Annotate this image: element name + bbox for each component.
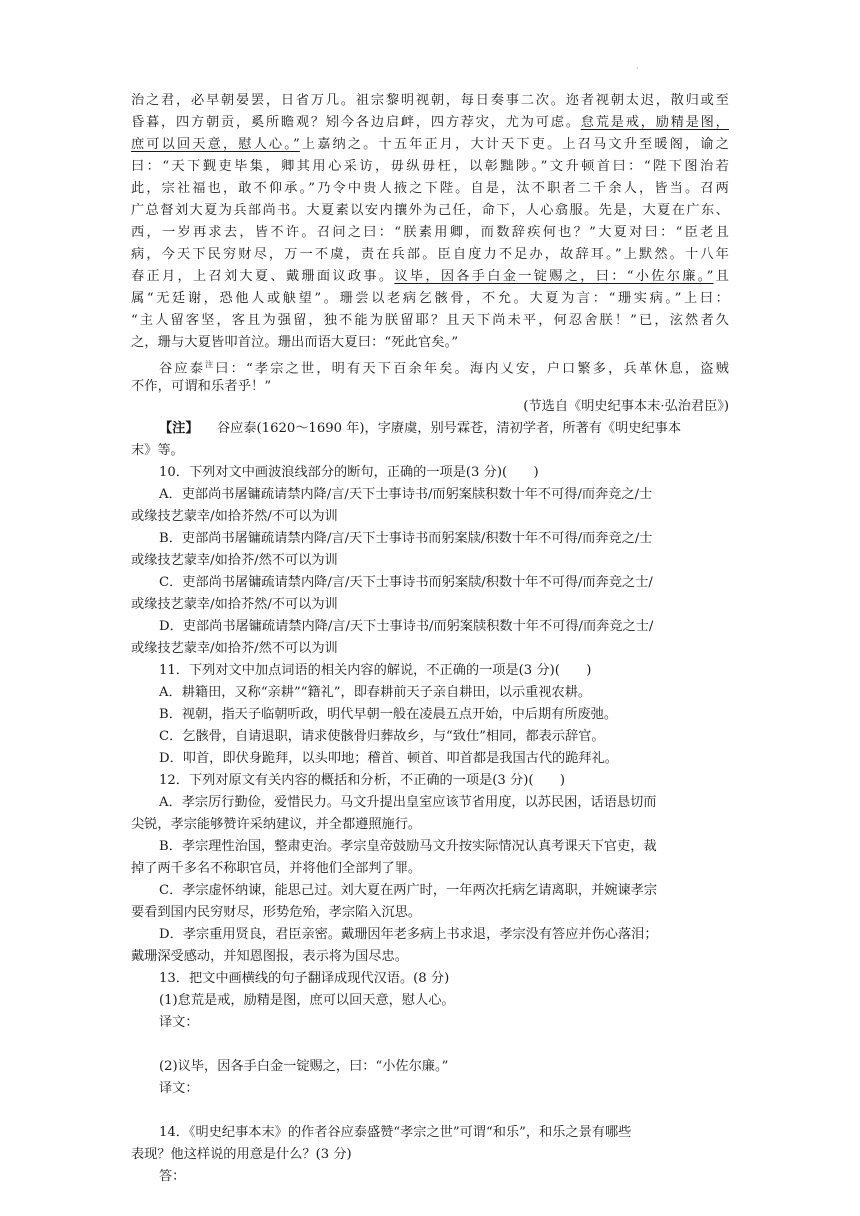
passage-segment: 曰：“天下觐吏毕集，卿其用心采访，毋纵毋枉，以彰黜陟。”文升顿首曰：“陛下图治若	[131, 159, 729, 174]
question-line: 尖锐，孝宗能够赞许采纳建议，并全都遵照施行。	[131, 817, 422, 832]
question-line: 译文：	[159, 1081, 199, 1096]
question-line: (1)怠荒是戒，励精是图，庶可以回天意，慰人心。	[159, 993, 455, 1008]
question-line: 或缘技艺蒙幸/如拾芥然/不可以为训	[131, 509, 338, 524]
passage-line	[131, 354, 729, 376]
passage-line	[131, 200, 729, 222]
question-line: 戴珊深受感动，并知恩图报，表示将为国尽忠。	[131, 949, 408, 964]
note-label: 【注】	[159, 421, 199, 436]
passage-text	[131, 90, 729, 398]
passage-line	[131, 288, 729, 310]
question-line: D．叩首，即伏身跪拜，以头叩地；稽首、顿首、叩首都是我国古代的跪拜礼。	[159, 751, 618, 766]
passage-line	[131, 156, 729, 178]
note-line-1: 谷应泰(1620～1690 年)，字赓虞，别号霖苍，清初学者，所著有《明史纪事本	[216, 421, 682, 436]
questions-block	[131, 462, 729, 1188]
question-line: 10．下列对文中画波浪线部分的断句，正确的一项是(3 分)( )	[159, 465, 539, 480]
question-line: 或缘技艺蒙幸/如拾芥/然不可以为训	[131, 641, 338, 656]
passage-line	[131, 244, 729, 266]
passage-segment: 西，一岁再求去，皆不许。召问之曰：“朕素用卿，而数辞疾何也？”大夏对曰：“臣老且	[131, 225, 729, 240]
question-line: 译文：	[159, 1015, 199, 1030]
passage-segment: 不作，可谓和乐者乎！”	[131, 379, 272, 394]
answer-space	[131, 1034, 729, 1056]
passage-line	[131, 332, 729, 354]
question-line: 答：	[159, 1169, 186, 1184]
question-line: 11．下列对文中加点词语的相关内容的解说，不正确的一项是(3 分)( )	[159, 663, 592, 678]
note-block	[131, 418, 729, 462]
passage-segment: 广总督刘大夏为兵部尚书。大夏素以安内攘外为己任，命下，人心翕服。先是，大夏在广东、	[131, 203, 729, 218]
question-line: 或缘技艺蒙幸/如拾芥然/不可以为训	[131, 597, 338, 612]
passage-segment: 上嘉纳之。十五年正月，大计天下吏。上召马文升至暖阁，谕之	[299, 137, 729, 152]
question-line: 12．下列对原文有关内容的概括和分析，不正确的一项是(3 分)( )	[159, 773, 566, 788]
note-line-2: 末》等。	[131, 443, 184, 458]
passage-line	[131, 310, 729, 332]
passage-segment: 且	[713, 269, 729, 284]
note-marker: 注	[205, 360, 216, 369]
question-line: D．吏部尚书屠镛疏请禁内降/言/天下士事诗书/而躬案牍积数十年不可得/而奔竞之士/	[159, 619, 654, 634]
question-line: 表现？他这样说的用意是什么？(3 分)	[131, 1147, 352, 1162]
question-line: B．视朝，指天子临朝听政，明代早朝一般在凌晨五点开始，中后期有所废弛。	[159, 707, 618, 722]
question-line: B．孝宗理性治国，整肃吏治。孝宗皇帝鼓励马文升按实际情况认真考课天下官吏，裁	[159, 839, 657, 854]
question-line: B．吏部尚书屠镛疏请禁内降/言/天下士事诗书而躬案牍/积数十年不可得/而奔竞之/士	[159, 531, 653, 546]
passage-segment: 昏暮，四方朝贡，奚所瞻观？矧今各边启衅，四方荐灾，尤为可虑。	[131, 115, 581, 130]
question-line: D．孝宗重用贤良，君臣亲密。戴珊因年老多病上书求退，孝宗没有答应并伤心落泪；	[159, 927, 658, 942]
question-line: C．乞骸骨，自请退职，请求使骸骨归葬故乡，与“致仕”相同，都表示辞官。	[159, 729, 605, 744]
underlined-sentence: 怠荒是戒，励精是图，	[580, 115, 729, 130]
question-line: A．耕籍田，又称“亲耕”“籍礼”，即春耕前天子亲自耕田，以示重视农耕。	[159, 685, 592, 700]
passage-line	[131, 222, 729, 244]
passage-segment: 之，珊与大夏皆叩首泣。珊出而语大夏曰：“死此官矣。”	[131, 335, 459, 350]
passage-segment: 治之君，必早朝晏罢，日省万几。祖宗黎明视朝，每日奏事二次。迩者视朝太迟，散归或至	[131, 93, 729, 108]
passage-segment: 属“无廷谢，恐他人或觖望”。珊尝以老病乞骸骨，不允。大夏为言：“珊实病。”上曰：	[131, 291, 729, 306]
question-line: 或缘技艺蒙幸/如拾芥/然不可以为训	[131, 553, 338, 568]
question-line: C．孝宗虚怀纳谏，能思己过。刘大夏在两广时，一年两次托病乞请离职，并婉谏孝宗	[159, 883, 658, 898]
question-line: 14．《明史纪事本末》的作者谷应泰盛赞“孝宗之世”可谓“和乐”，和乐之景有哪些	[159, 1125, 632, 1140]
passage-line	[131, 266, 729, 288]
page-mark: ·	[636, 64, 639, 73]
question-line: 13．把文中画横线的句子翻译成现代汉语。(8 分)	[159, 971, 450, 986]
underlined-sentence: 议毕，因各手白金一锭赐之，曰：“小佐尔廉。”	[394, 269, 714, 284]
source-citation: (节选自《明史纪事本末·弘治君臣》)	[523, 399, 729, 414]
answer-space	[131, 1100, 729, 1122]
underlined-sentence: 庶可以回天意，慰人心。”	[131, 137, 300, 152]
passage-segment: 曰：“孝宗之世，明有天下百余年矣。海内乂安，户口繁多，兵革休息，盗贼	[215, 361, 729, 376]
question-line: A．孝宗厉行勤俭，爱惜民力。马文升提出皇室应该节省用度，以苏民困，话语恳切而	[159, 795, 657, 810]
passage-segment: 病，今天下民穷财尽，万一不虞，责在兵部。臣自度力不足办，故辞耳。”上默然。十八年	[131, 247, 729, 262]
passage-segment: 谷应泰	[159, 361, 206, 376]
passage-segment: 春正月，上召刘大夏、戴珊面议政事。	[131, 269, 395, 284]
question-line: 掉了两千多名不称职官员，并将他们全部判了罪。	[131, 861, 422, 876]
passage-line	[131, 376, 729, 398]
passage-line	[131, 90, 729, 112]
question-line: A．吏部尚书屠镛疏请禁内降/言/天下士事诗书/而躬案牍积数十年不可得/而奔竞之/士	[159, 487, 653, 502]
question-line: (2)议毕，因各手白金一锭赐之，曰：“小佐尔廉。”	[159, 1059, 449, 1074]
passage-line	[131, 112, 729, 134]
question-line: C．吏部尚书屠镛疏请禁内降/言/天下士事诗书而躬案牍/积数十年不可得/而奔竞之士/	[159, 575, 653, 590]
question-line: 要看到国内民穷财尽，形势危殆，孝宗陷入沉思。	[131, 905, 422, 920]
passage-segment: 此，宗社福也，敢不仰承。”乃令中贵人掖之下陛。自是，汰不职者二千余人，皆当。召两	[131, 181, 729, 196]
passage-segment: “主人留客坚，客且为强留，独不能为朕留耶？且天下尚未平，何忍舍朕！”已，泫然者久	[131, 313, 729, 328]
passage-line	[131, 134, 729, 156]
passage-line	[131, 178, 729, 200]
